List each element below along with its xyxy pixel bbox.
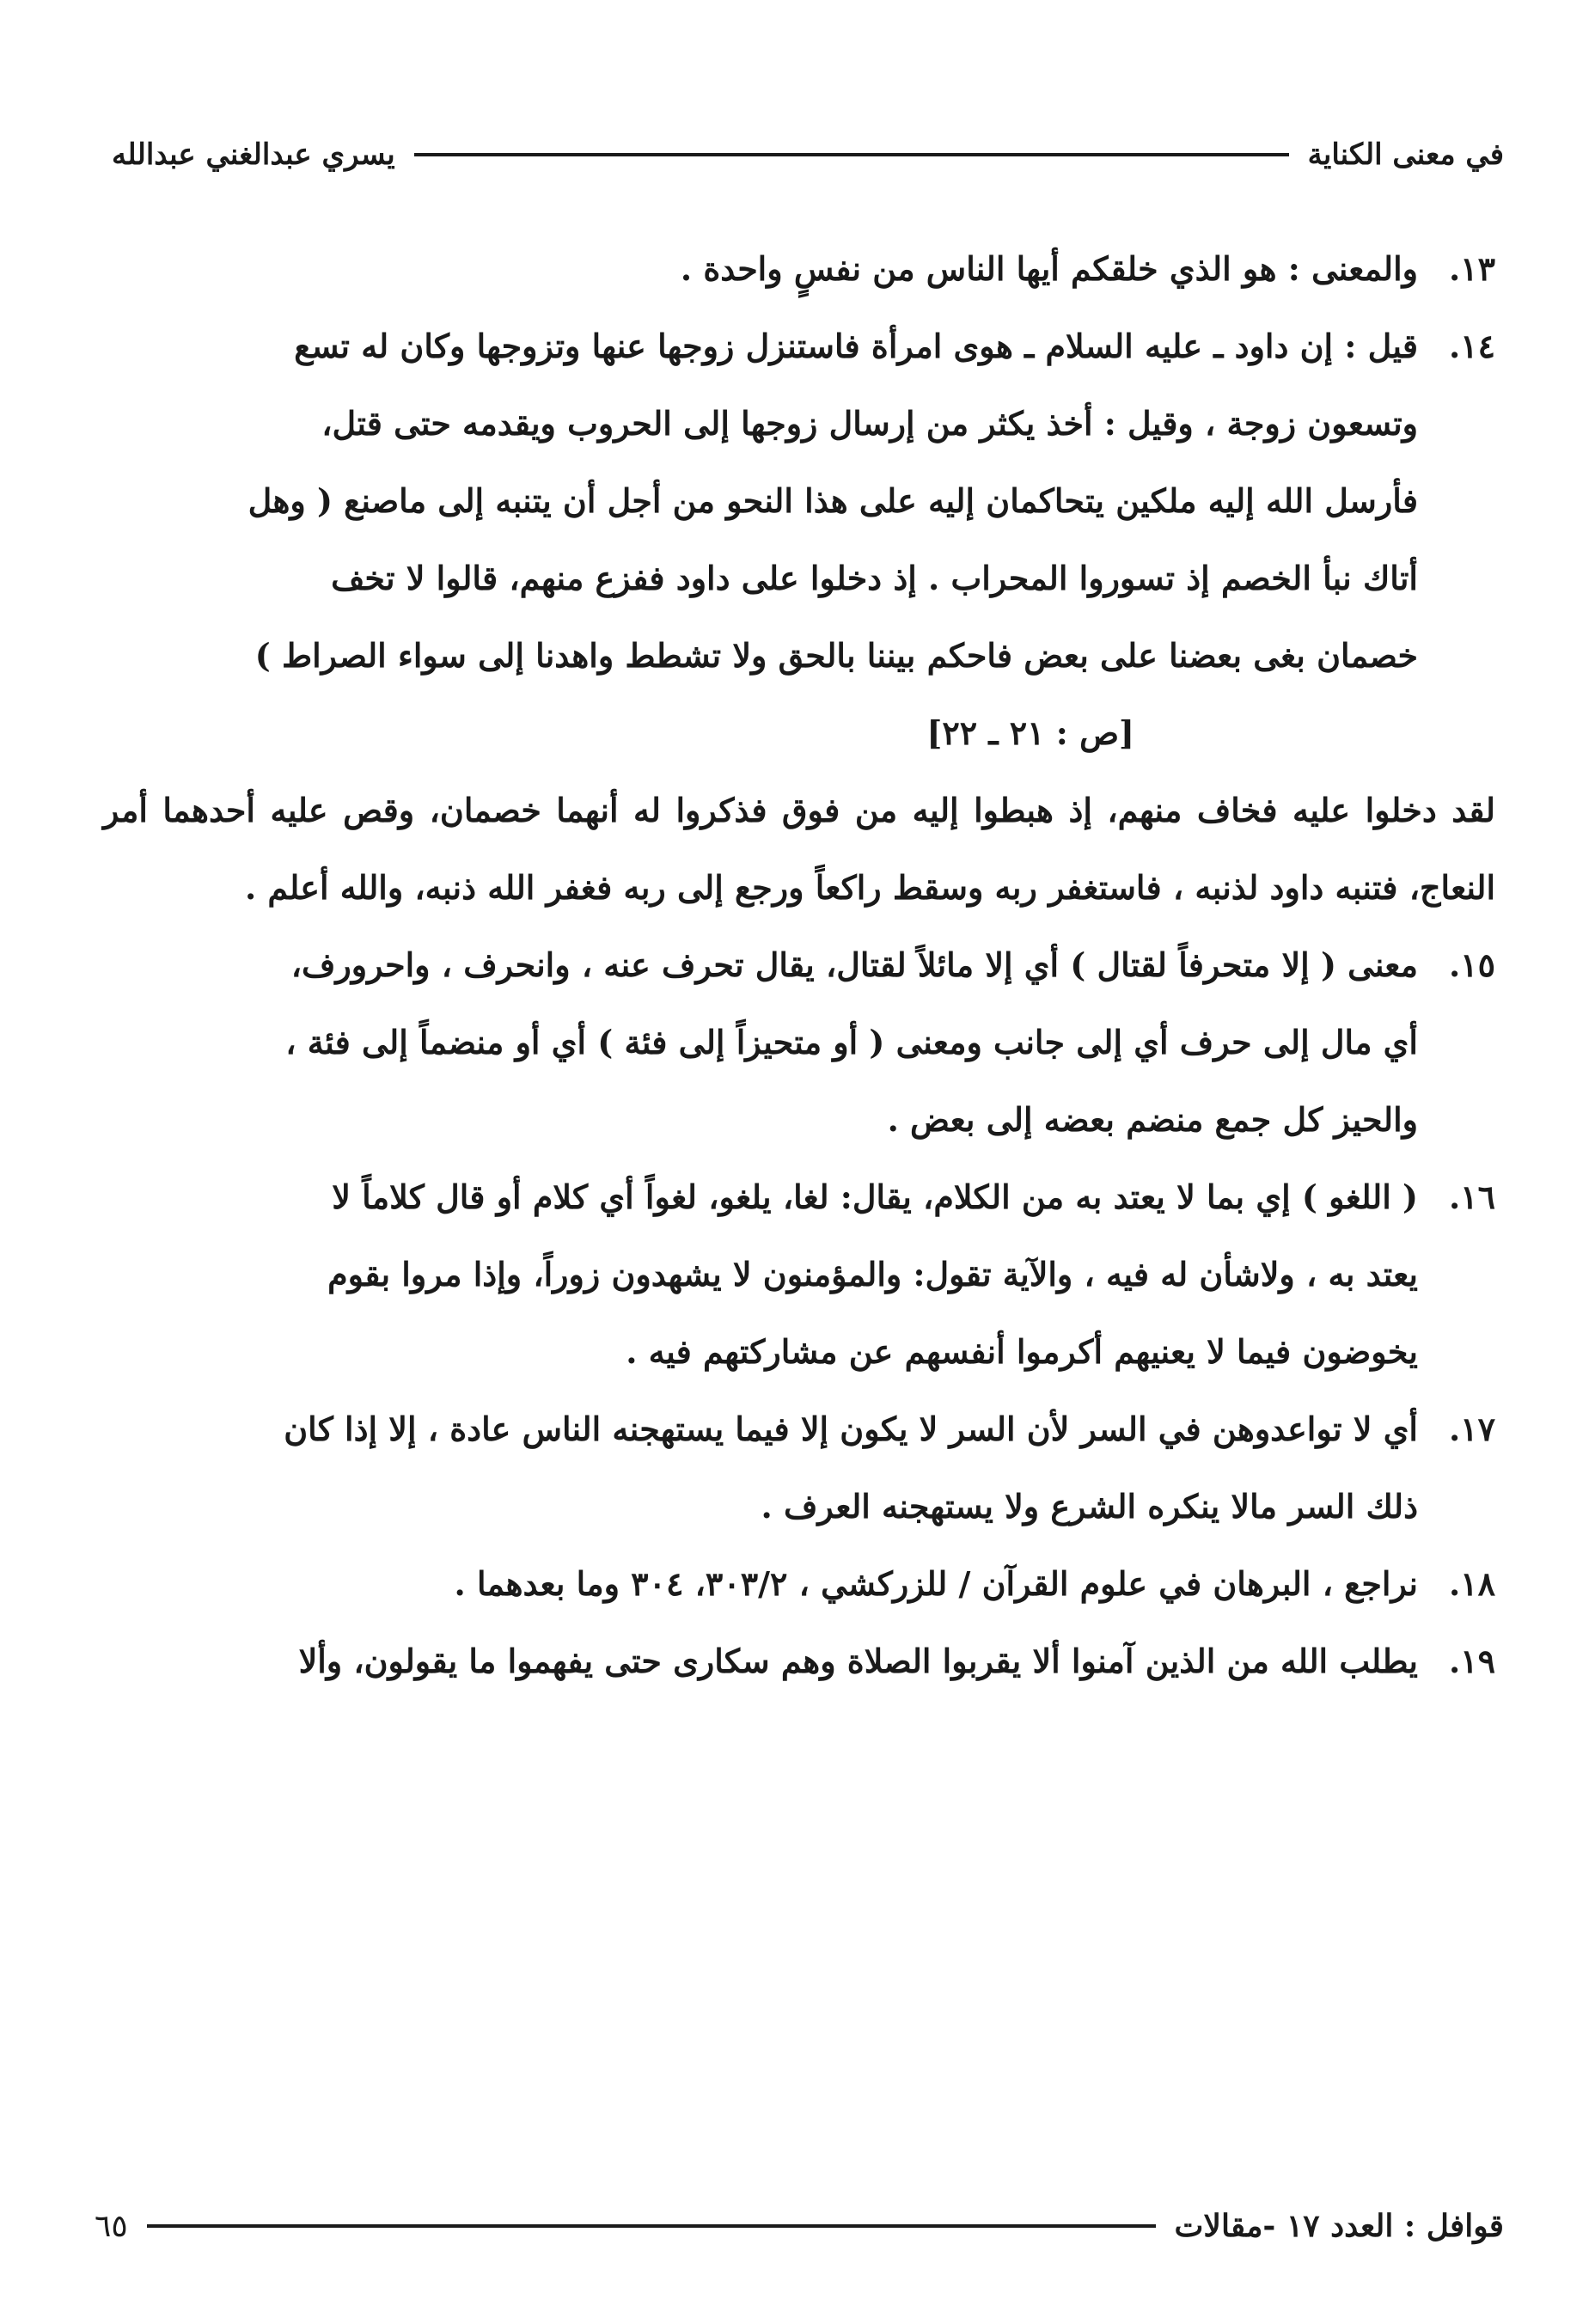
footer-journal: قوافل (1426, 2208, 1504, 2244)
footnote-line: معنى ( إلا متحرفاً لقتال ) أي إلا مائلاً لقتال، يقال تحرف عنه ، وانحرف ، واحرورف، (290, 945, 1418, 984)
footnote-line: فأرسل الله إليه ملكين يتحاكمان إليه على هذا النحو من أجل أن يتنبه إلى ماصنع ( وهل (248, 481, 1418, 520)
footnote-line: ( اللغو ) إي بما لا يعتد به من الكلام، يقال: لغا، يلغو، لغواً أي كلام أو قال كلاماً لا (332, 1177, 1418, 1216)
header-author: يسري عبدالغني عبدالله (112, 138, 395, 172)
paragraph-line: ذنبه، والله أعلم . (244, 868, 477, 907)
footnote-number: ١٤. (1448, 327, 1495, 365)
footnote-number: ١٥. (1448, 945, 1495, 984)
running-footer (95, 2200, 1504, 2252)
footnote-number: ١٨. (1448, 1564, 1495, 1603)
footnote-line: والمعنى : هو الذي خلقكم أيها الناس من نفسٍ واحدة . (680, 249, 1418, 288)
footnote-text (103, 230, 1418, 308)
quran-reference: [ص : ٢١ ـ ٢٢] (926, 713, 1134, 752)
footnote-19 (103, 1623, 1495, 1700)
footnote-line: أي لا تواعدوهن في السر لأن السر لا يكون إلا فيما يستهجنه الناس عادة ، إلا إذا كان (284, 1410, 1418, 1448)
footnote-text (103, 308, 1418, 772)
footnote-text (103, 1159, 1418, 1391)
footnote-text (103, 927, 1418, 1159)
footnote-line: يخوضون فيما لا يعنيهم أكرموا أنفسهم عن مشاركتهم فيه . (626, 1332, 1418, 1371)
footnote-line: أي مال إلى حرف أي إلى جانب ومعنى ( أو متحيزاً إلى فئة ) أي أو منضماً إلى فئة ، (285, 1023, 1418, 1061)
footnote-17 (103, 1391, 1495, 1545)
body-text (103, 230, 1495, 1700)
page-number: ٦٥ (95, 2208, 128, 2244)
footnote-text (103, 1545, 1418, 1623)
footnote-18 (103, 1545, 1495, 1623)
paragraph-line: أحدهما أمر النعاج، فتنبه داود لذنبه ، فاستغفر ربه وسقط راكعاً ورجع إلى ربه فغفر الله (103, 791, 1495, 907)
footnote-text (103, 1391, 1418, 1545)
footnote-14 (103, 308, 1495, 772)
footnote-text (103, 1623, 1418, 1700)
footer-issue: : العدد ١٧ -مقالات (1174, 2208, 1416, 2244)
footnote-line: يعتد به ، ولاشأن له فيه ، والآية تقول: والمؤمنون لا يشهدون زوراً، وإذا مروا بقوم (327, 1255, 1418, 1293)
footnote-number: ١٣. (1448, 249, 1495, 288)
footnote-number: ١٩. (1448, 1642, 1495, 1680)
paragraph-line: لقد دخلوا عليه فخاف منهم، إذ هبطوا إليه من فوق فذكروا له أنهما خصمان، وقص عليه (270, 791, 1496, 829)
footnote-line: والحيز كل جمع منضم بعضه إلى بعض . (887, 1100, 1418, 1139)
footnote-15 (103, 927, 1495, 1159)
header-title: في معنى الكناية (1307, 138, 1504, 172)
body-paragraph (103, 772, 1495, 927)
footer-rule (147, 2224, 1156, 2228)
footnote-line: نراجع ، البرهان في علوم القرآن / للزركشي ، ٣٠٣/٢، ٣٠٤ وما بعدهما . (454, 1564, 1418, 1603)
footnote-line: أتاك نبأ الخصم إذ تسوروا المحراب . إذ دخلوا على داود ففزع منهم، قالوا لا تخف (331, 559, 1418, 597)
footnote-line: يطلب الله من الذين آمنوا ألا يقربوا الصلاة وهم سكارى حتى يفهموا ما يقولون، وألا (298, 1642, 1418, 1680)
header-rule (414, 153, 1289, 156)
footnote-number: ١٧. (1448, 1410, 1495, 1448)
footnote-line: خصمان بغى بعضنا على بعض فاحكم بيننا بالحق ولا تشطط واهدنا إلى سواء الصراط ) (254, 636, 1418, 675)
running-header (112, 129, 1504, 180)
footnote-13 (103, 230, 1495, 308)
footnote-line: ذلك السر مالا ينكره الشرع ولا يستهجنه العرف . (761, 1487, 1418, 1526)
footnote-line: وتسعون زوجة ، وقيل : أخذ يكثر من إرسال زوجها إلى الحروب ويقدمه حتى قتل، (321, 404, 1418, 443)
footnote-line: قيل : إن داود ـ عليه السلام ـ هوى امرأة فاستنزل زوجها عنها وتزوجها وكان له تسع (294, 327, 1418, 365)
footnote-number: ١٦. (1448, 1177, 1495, 1216)
footnote-16 (103, 1159, 1495, 1391)
